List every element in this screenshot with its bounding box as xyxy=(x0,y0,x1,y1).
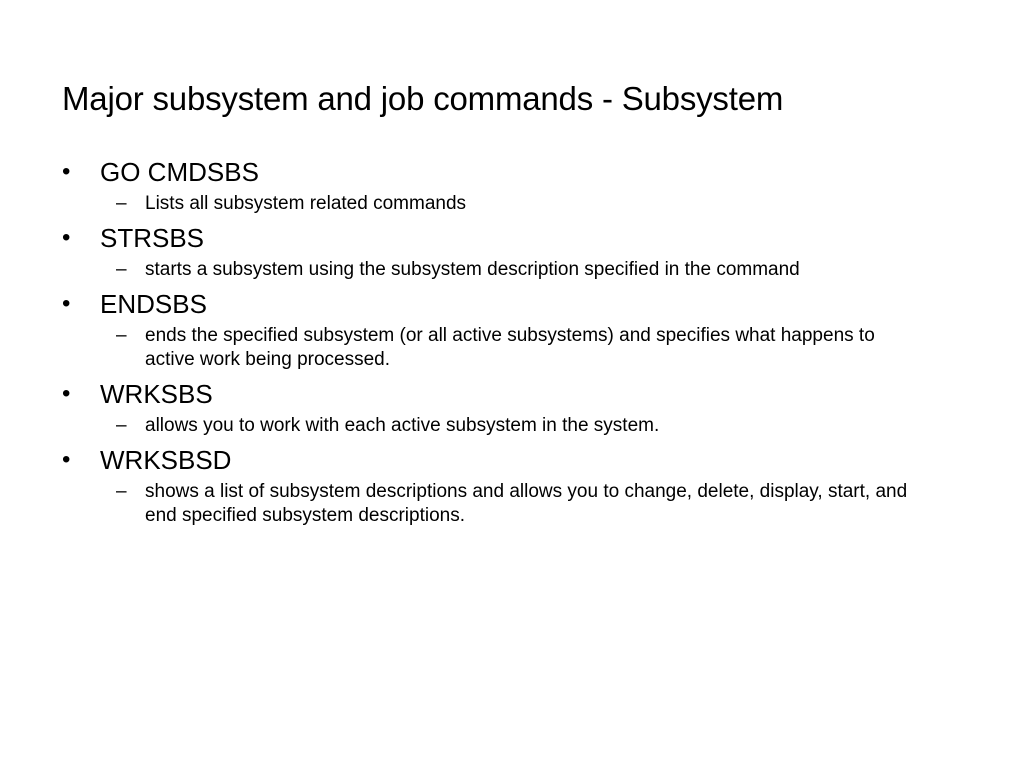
bullet-item-wrksbs xyxy=(62,374,962,438)
sub-item xyxy=(100,414,962,438)
bullet-icon: • xyxy=(62,380,71,407)
bullet-icon: • xyxy=(62,224,71,251)
dash-icon: – xyxy=(116,325,127,346)
dash-icon: – xyxy=(116,259,127,280)
sub-item-text: allows you to work with each active subsystem in the system. xyxy=(145,415,660,436)
sub-list xyxy=(100,414,962,438)
sub-item xyxy=(100,480,962,528)
bullet-label: WRKSBS xyxy=(100,379,213,409)
bullet-icon: • xyxy=(62,158,71,185)
sub-list xyxy=(100,192,962,216)
slide-title: Major subsystem and job commands - Subsystem xyxy=(62,80,784,117)
sub-item-text: starts a subsystem using the subsystem description specified in the command xyxy=(145,259,800,280)
bullet-label: STRSBS xyxy=(100,223,205,253)
bullet-label: GO CMDSBS xyxy=(100,157,259,187)
sub-item-text: Lists all subsystem related commands xyxy=(145,193,467,214)
sub-list xyxy=(100,480,962,528)
sub-list xyxy=(100,324,962,372)
bullet-item-go-cmdsbs xyxy=(62,152,962,216)
dash-icon: – xyxy=(116,481,127,502)
sub-item-text: ends the specified subsystem (or all active subsystems) and specifies what happens to active work being processed. xyxy=(145,325,875,370)
bullet-item-endsbs xyxy=(62,284,962,372)
bullet-label: WRKSBSD xyxy=(100,445,232,475)
sub-item xyxy=(100,192,962,216)
bullet-item-strsbs xyxy=(62,218,962,282)
sub-item xyxy=(100,258,962,282)
sub-item-text: shows a list of subsystem descriptions and allows you to change, delete, display, start, and end specified subsystem descriptions. xyxy=(145,481,908,526)
dash-icon: – xyxy=(116,415,127,436)
dash-icon: – xyxy=(116,193,127,214)
sub-item xyxy=(100,324,962,372)
bullet-list xyxy=(62,152,962,530)
sub-list xyxy=(100,258,962,282)
bullet-icon: • xyxy=(62,446,71,473)
bullet-icon: • xyxy=(62,290,71,317)
bullet-item-wrksbsd xyxy=(62,440,962,528)
bullet-label: ENDSBS xyxy=(100,289,207,319)
